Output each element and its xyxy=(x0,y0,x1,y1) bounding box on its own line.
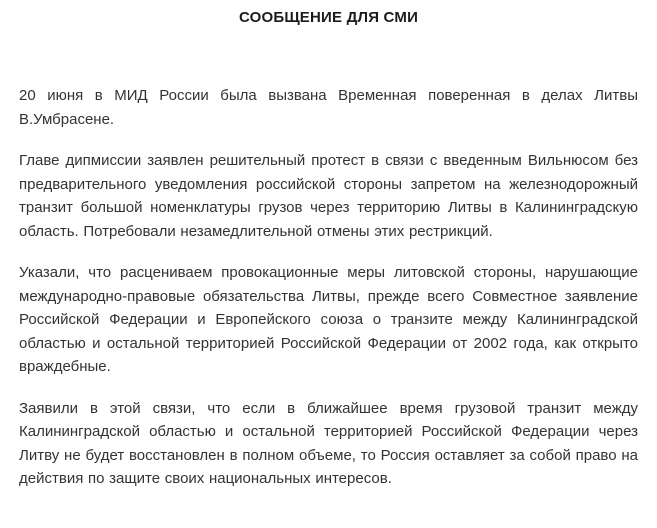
paragraph-protest: Главе дипмиссии заявлен решительный протест в связи с введенным Вильнюсом без предварительного уведомления российской стороны запретом на железнодорожный транзит большой номенклатуры грузов через территорию Литвы в Калининградскую область. Потребовали незамедлительной отмены этих рестрикций. xyxy=(19,152,638,240)
paragraph-assessment: Указали, что расцениваем провокационные меры литовской стороны, нарушающие международно-правовые обязательства Литвы, прежде всего Совместное заявление Российской Федерации и Европейского союза о транзите между Калининградской областью и остальной территорией Российской Федерации от 2002 года, как открыто враждебные. xyxy=(19,264,638,375)
press-release-body xyxy=(19,84,638,491)
page-title: СООБЩЕНИЕ ДЛЯ СМИ xyxy=(238,9,419,26)
paragraph-warning: Заявили в этой связи, что если в ближайшее время грузовой транзит между Калининградской областью и остальной территорией Российской Федерации через Литву не будет восстановлен в полном объеме, то Россия оставляет за собой право на действия по защите своих национальных интересов. xyxy=(19,399,638,487)
paragraph-summons: 20 июня в МИД России была вызвана Временная поверенная в делах Литвы В.Умбрасене. xyxy=(19,87,638,128)
